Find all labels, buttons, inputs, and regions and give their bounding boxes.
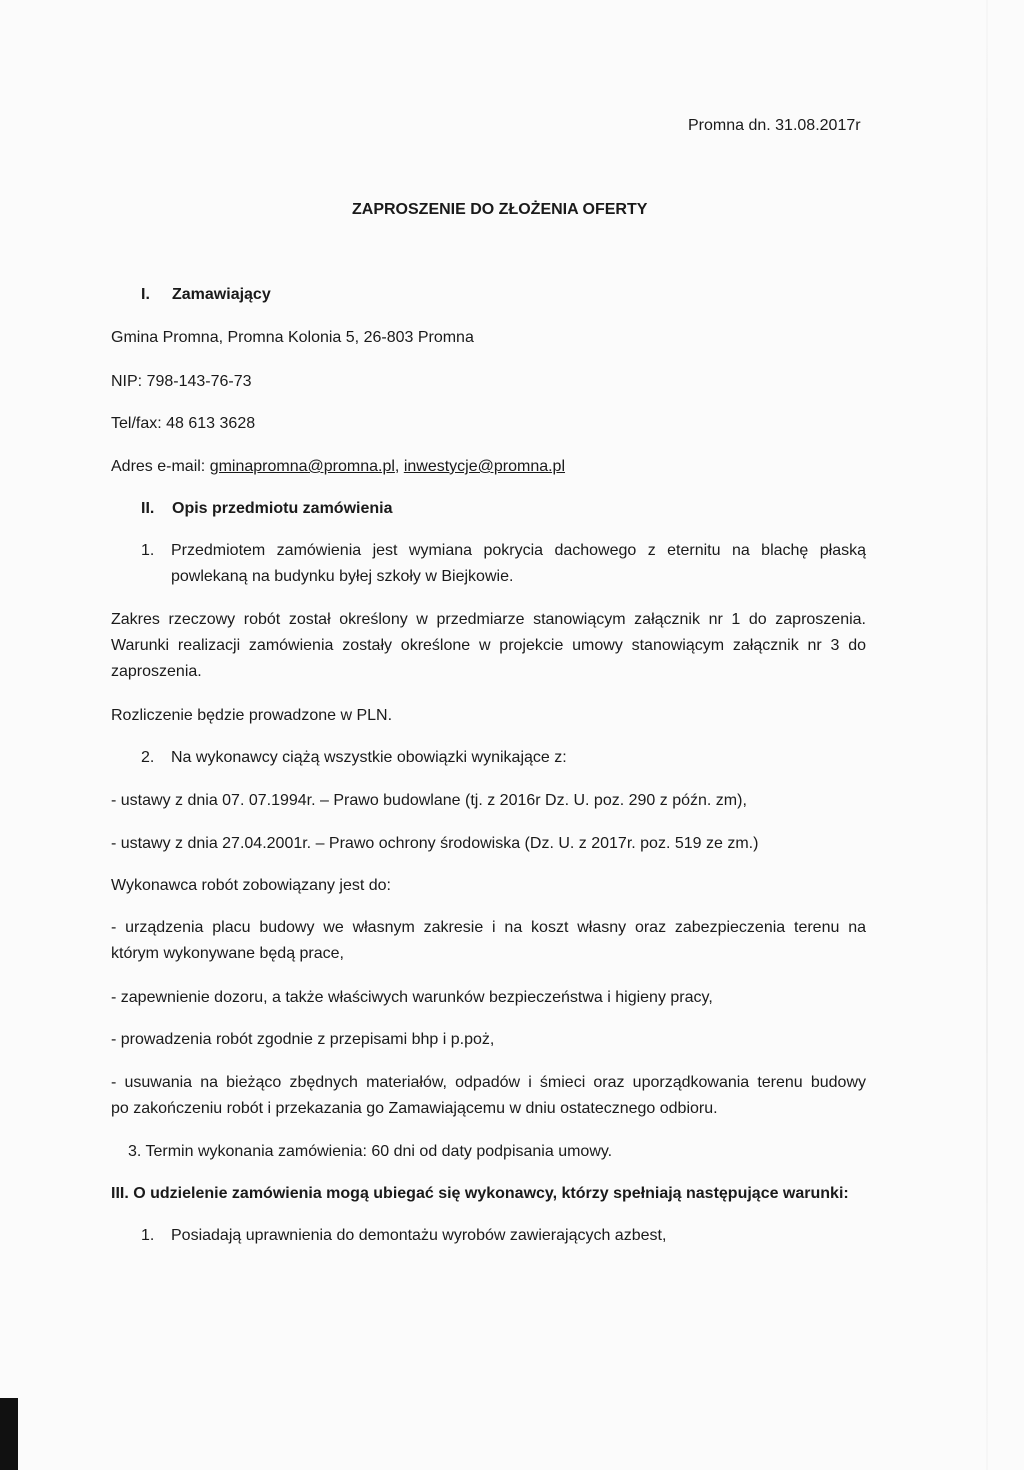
scope-line-2: Warunki realizacji zamówienia zostały określone w projekcie umowy stanowiącym załącznik nr 3 do (111, 637, 866, 654)
item-3-1-text: Posiadają uprawnienia do demontażu wyrobów zawierających azbest, (171, 1227, 667, 1244)
duty-2: - zapewnienie dozoru, a także właściwych warunków bezpieczeństwa i higieny pracy, (111, 989, 713, 1006)
item-2-2-number: 2. (141, 749, 155, 766)
section-2-heading: Opis przedmiotu zamówienia (172, 500, 393, 517)
section-1-heading: Zamawiający (172, 286, 271, 303)
duty-3: - prowadzenia robót zgodnie z przepisami bhp i p.poż, (111, 1031, 495, 1048)
item-3-1-number: 1. (141, 1227, 155, 1244)
law-environment: - ustawy z dnia 27.04.2001r. – Prawo ochrony środowiska (Dz. U. z 2017r. poz. 519 ze zm.) (111, 835, 759, 852)
email-separator: , (394, 458, 404, 475)
section-1-number: I. (141, 286, 150, 303)
settlement-currency: Rozliczenie będzie prowadzone w PLN. (111, 707, 393, 724)
email-link-2[interactable]: inwestycje@promna.pl (403, 458, 566, 475)
law-building: - ustawy z dnia 07. 07.1994r. – Prawo budowlane (tj. z 2016r Dz. U. poz. 290 z późn. zm), (111, 792, 747, 809)
section-2-number: II. (141, 500, 155, 517)
ordering-party-email-line (111, 454, 565, 480)
ordering-party-address: Gmina Promna, Promna Kolonia 5, 26-803 Promna (111, 329, 474, 346)
duty-1-line-2: którym wykonywane będą prace, (111, 945, 344, 962)
contractor-duties-intro: Wykonawca robót zobowiązany jest do: (111, 877, 391, 894)
ordering-party-tel: Tel/fax: 48 613 3628 (111, 415, 256, 432)
scan-edge (986, 0, 988, 1470)
email-link-1[interactable]: gminapromna@promna.pl (209, 458, 395, 475)
scan-artifact-bar (0, 1398, 18, 1470)
document-date: Promna dn. 31.08.2017r (688, 117, 861, 134)
item-2-3-deadline: 3. Termin wykonania zamówienia: 60 dni od daty podpisania umowy. (128, 1143, 613, 1160)
duty-1-line-1: - urządzenia placu budowy we własnym zakresie i na koszt własny oraz zabezpieczenia terenu na (111, 919, 866, 936)
section-3-heading: III. O udzielenie zamówienia mogą ubiegać się wykonawcy, którzy spełniają następujące warunki: (111, 1185, 849, 1202)
email-label: Adres e-mail: (111, 458, 210, 475)
scope-line-3: zaproszenia. (111, 663, 202, 680)
scope-line-1: Zakres rzeczowy robót został określony w przedmiarze stanowiącym załącznik nr 1 do zaproszenia. (111, 611, 866, 628)
duty-4-line-1: - usuwania na bieżąco zbędnych materiałów, odpadów i śmieci oraz uporządkowania terenu budowy (111, 1074, 866, 1091)
item-2-2-text: Na wykonawcy ciążą wszystkie obowiązki wynikające z: (171, 749, 567, 766)
document-title: ZAPROSZENIE DO ZŁOŻENIA OFERTY (352, 201, 648, 218)
ordering-party-nip: NIP: 798-143-76-73 (111, 373, 252, 390)
item-2-1-number: 1. (141, 542, 155, 559)
item-2-1-line-1: Przedmiotem zamówienia jest wymiana pokrycia dachowego z eternitu na blachę płaską (171, 542, 866, 559)
duty-4-line-2: po zakończeniu robót i przekazania go Zamawiającemu w dniu ostatecznego odbioru. (111, 1100, 718, 1117)
item-2-1-line-2: powlekaną na budynku byłej szkoły w Biejkowie. (171, 568, 514, 585)
